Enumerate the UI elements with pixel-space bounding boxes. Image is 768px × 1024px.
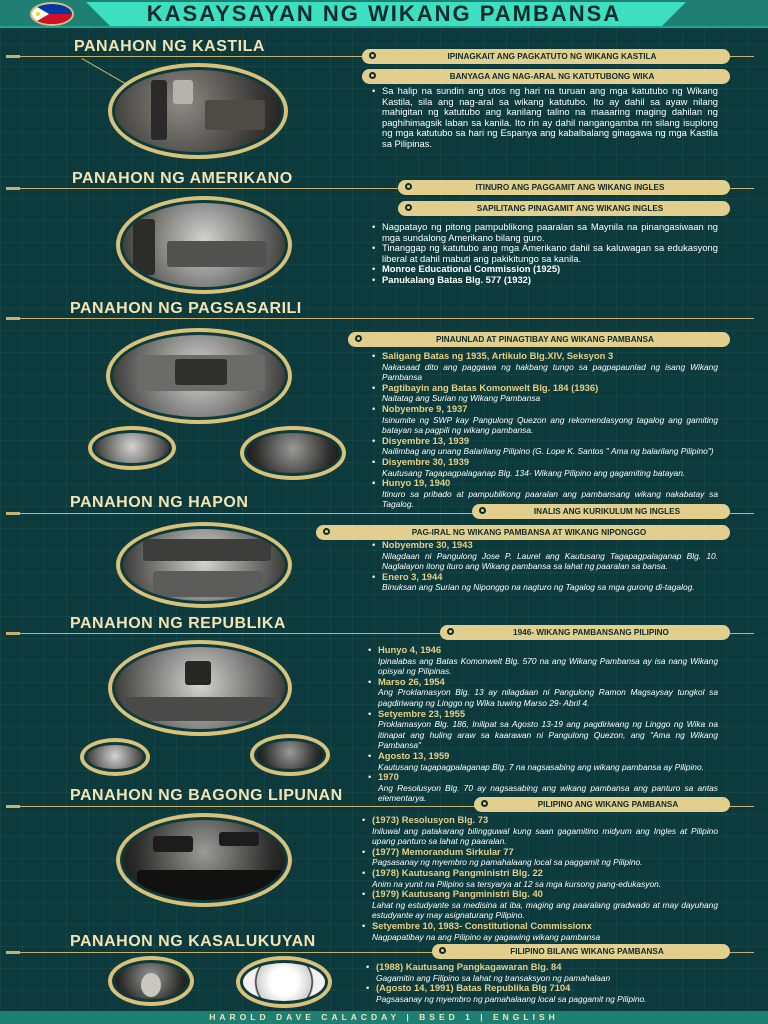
pill-kasalukuyan-1: FILIPINO BILANG WIKANG PAMBANSA [432,944,730,959]
flag-icon [30,2,74,26]
section-title-lipunan: PANAHON NG BAGONG LIPUNAN [70,787,343,804]
header-banner [0,0,768,28]
photo-pagsasarili-small-2 [240,426,346,480]
republika-list: • Hunyo 4, 1946 Ipinalabas ang Batas Komonwelt Blg. 570 na ang Wikang Pambansa ay isa nang Wikang opisyal ng Pilipinas. • Marso 26, 1954 Ang Proklamasyon Blg. 13 ay nilagdaan ni Pangulong Ramon Magsaysay tungkol sa pagdiriwang ng Linggo ng Wika tuwing Marso 29- Abril 4. • Setyembre 23, 1955 Proklamasyon Blg. 186, Inilipat sa Agosto 13-19 ang pagdiriwang ng Linggo ng Wika na itinapat ang huling araw sa kaarawan ni Pangulong Quezon, ang "Ama ng Wikang Pambansa" • Agosto 13, 1959 Kautusang tagapagpalaganap Blg. 7 na nagsasabing ang wikang pambansa ay Pilipino. • 1970 Ang Resolusyon Blg. 70 ay nagsasabing ang wikang pambansa ang panturo sa antas elementarya. [368,644,718,804]
photo-hapon [116,522,292,608]
pill-kastila-2: BANYAGA ANG NAG-ARAL NG KATUTUBONG WIKA [362,69,730,84]
amerikano-list: • Nagpatayo ng pitong pampublikong paaralan sa Maynila na pinangasiwaan ng mga sundalong Amerikano bilang guro. • Tinanggap ng katutubo ang mga Amerikano dahil sa kaluwagan sa edukasyong liberal at dahil mabuti ang pakikitungo sa kanila. • Monroe Educational Commission (1925) • Panukalang Batas Blg. 577 (1932) [372,221,718,285]
pill-pagsasarili-1: PINAUNLAD AT PINAGTIBAY ANG WIKANG PAMBANSA [348,332,730,347]
pill-amerikano-1: ITINURO ANG PAGGAMIT ANG WIKANG INGLES [398,180,730,195]
photo-republika-small-2 [250,734,330,776]
section-title-kasalukuyan: PANAHON NG KASALUKUYAN [70,933,316,950]
pill-republika-1: 1946- WIKANG PAMBANSANG PILIPINO [440,625,730,640]
pill-kastila-1: IPINAGKAIT ANG PAGKATUTO NG WIKANG KASTILA [362,49,730,64]
pill-hapon-2: PAG-IRAL NG WIKANG PAMBANSA AT WIKANG NIPONGGO [316,525,730,540]
page-title: KASAYSAYAN NG WIKANG PAMBANSA [146,1,622,26]
photo-amerikano [116,196,292,294]
section-title-republika: PANAHON NG REPUBLIKA [70,615,286,632]
pill-amerikano-2: SAPILITANG PINAGAMIT ANG WIKANG INGLES [398,201,730,216]
photo-lipunan [116,813,292,907]
section-divider [14,318,754,319]
hapon-list: • Nobyembre 30, 1943 Nilagdaan ni Pangulong Jose P. Laurel ang Kautusang Tagapagpalaganap Blg. 10. Naglalayon itong ituro ang Wikang pambansa sa lahat ng paaralan sa bansa. • Enero 3, 1944 Binuksan ang Surian ng Niponggo na nagturo ng Tagalog sa mga gurong di-tagalog. [372,539,718,593]
pagsasarili-list: • Saligang Batas ng 1935, Artikulo Blg.XIV, Seksyon 3 Nakasaad dito ang paggawa ng hakbang tungo sa pagpapaunlad ng isang Wikang Pambansa • Pagtibayin ang Batas Komonwelt Blg. 184 (1936) Naitatag ang Surian ng Wikang Pambansa • Nobyembre 9, 1937 Isinumite ng SWP kay Pangulong Quezon ang rekomendasyong tagalog ang gamiting batayan sa pagpili ng wikang pambansa. • Disyembre 13, 1939 Nailimbag ang unang Balarilang Pilipino (G. Lope K. Santos " Ama ng balarilang Pilipino") • Disyembre 30, 1939 Kautusang Tagapagpalaganap Blg. 134- Wikang Pilipino ang gagamiting batayan. • Hunyo 19, 1940 Itinuro sa pribado at pampublikong paaralan ang pambansang wikang nakabatay sa Tagalog. [372,350,718,510]
section-title-kastila: PANAHON NG KASTILA [74,38,265,55]
kastila-body: • Sa halip na sundin ang utos ng hari na turuan ang mga katutubo ng Wikang Kastila, sila ang nag-aral sa wikang katutubo. Ito ay dahil sa ayaw nilang mahigitan ng katutubo ang kanilang talino na maaaring maging dahilan ng paghihimagsik laban sa kanila. Ito rin ay dahil nangangamba rin silang isuplong ng mga katutubo sa hari ng Espanya ang kabalbalang ginagawa ng mga Kastila sa Pilipinas. [372,85,718,149]
lipunan-list: • (1973) Resolusyon Blg. 73 Iniluwal ang patakarang bilingguwal kung saan gagamitino midyum ang Ingles at Pilipino upang panturo sa lahat ng paaralan. • (1977) Memorandum Sirkular 77 Pagsasanay ng myembro ng pamahalaang local sa paggamit ng Pilipino. • (1978) Kautusang Pangministri Blg. 22 Anim na yunit na Pilipino sa tersyarya at 12 sa mga kursong pang-edukasyon. • (1979) Kautusang Pangministri Blg. 40 Lahat ng estudyante sa medisina at iba, maging ang paaralang gradwado at may dayuhang estudyante ay may asignaturang Pilipino. • Setyembre 10, 1983- Constitutional Commissionx Nagpapatibay na ang Pilipino ay gagawing wikang pambansa [362,814,718,942]
photo-republika-small-1 [80,738,150,776]
footer-credit: HAROLD DAVE CALACDAY | BSED 1 | ENGLISH [0,1011,768,1024]
pill-hapon-1: INALIS ANG KURIKULUM NG INGLES [472,504,730,519]
photo-pagsasarili-small-1 [88,426,176,470]
photo-republika [108,640,292,736]
photo-pagsasarili [106,328,292,424]
section-title-pagsasarili: PANAHON NG PAGSASARILI [70,300,302,317]
photo-kastila [108,63,288,159]
photo-kasalukuyan-seal [236,956,332,1008]
pill-lipunan-1: PILIPINO ANG WIKANG PAMBANSA [474,797,730,812]
photo-kasalukuyan-1 [108,956,194,1006]
kasalukuyan-list: • (1988) Kautusang Pangkagawaran Blg. 84 Gagamitin ang Filipino sa lahat ng transaksyon ng pamahalaan • (Agosto 14, 1991) Batas Republika Blg 7104 Pagsasanay ng myembro ng pamahalaang local sa paggamit ng Pilipino. [366,961,647,1004]
section-title-hapon: PANAHON NG HAPON [70,494,249,511]
section-title-amerikano: PANAHON NG AMERIKANO [72,170,293,187]
